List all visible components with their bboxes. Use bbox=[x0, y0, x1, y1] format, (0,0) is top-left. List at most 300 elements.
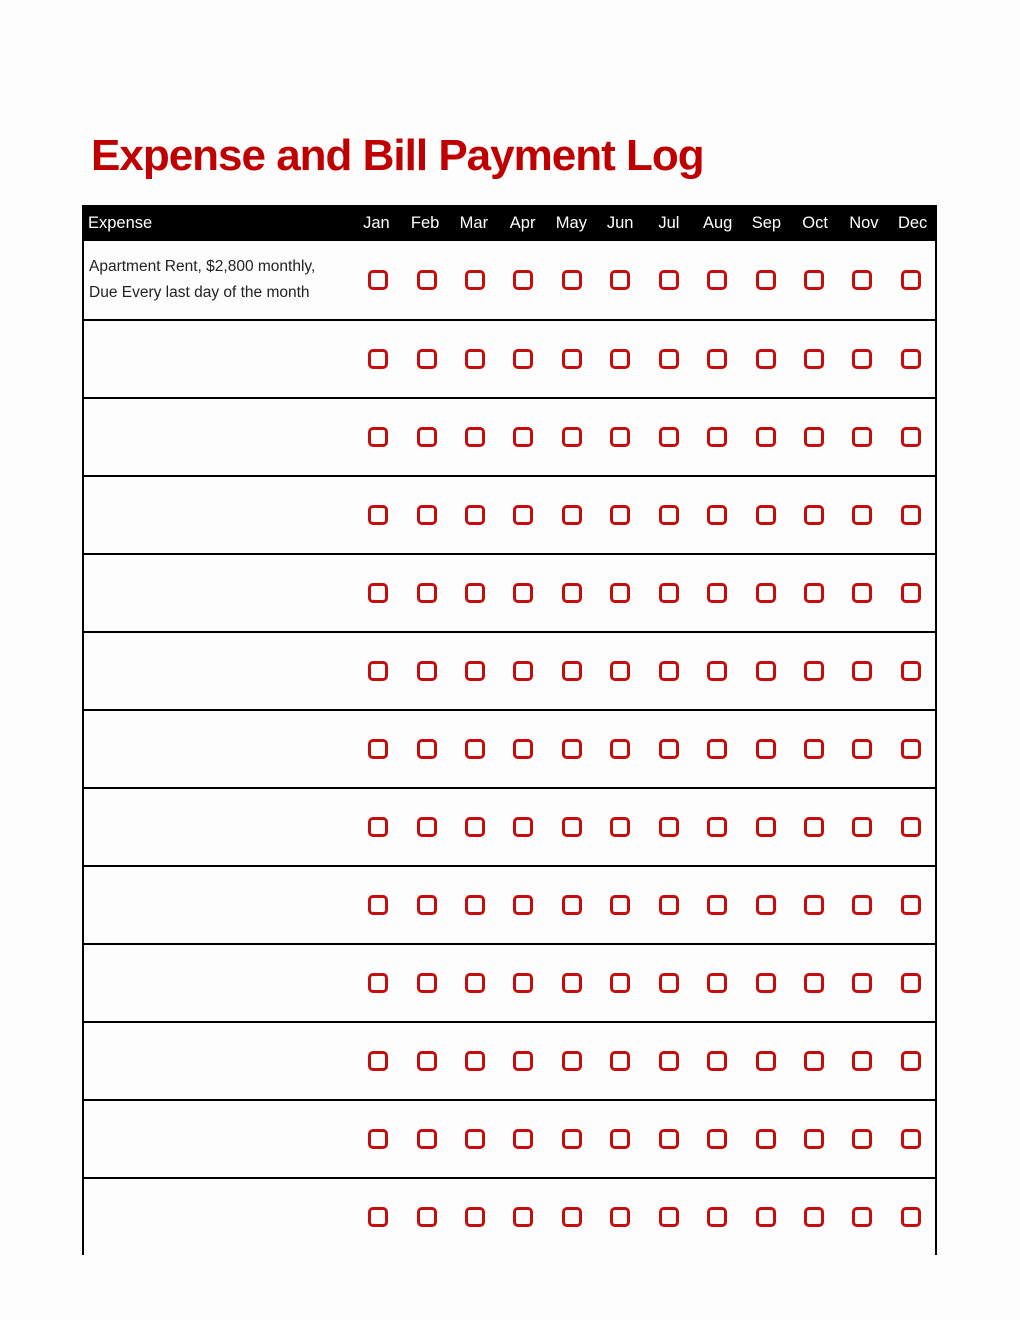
checkbox-may-row2[interactable] bbox=[562, 349, 582, 369]
month-header-aug: Aug bbox=[702, 213, 733, 232]
month-cell bbox=[645, 505, 693, 525]
month-cell bbox=[451, 1129, 499, 1149]
checkbox-oct-row10[interactable] bbox=[804, 973, 824, 993]
checkbox-oct-row4[interactable] bbox=[804, 505, 824, 525]
month-cell bbox=[790, 270, 838, 290]
month-cell bbox=[499, 349, 547, 369]
month-cell bbox=[354, 1207, 402, 1227]
checkbox-jan-row11[interactable] bbox=[368, 1051, 388, 1071]
checkbox-oct-row8[interactable] bbox=[804, 817, 824, 837]
month-cell bbox=[887, 661, 935, 681]
checkbox-mar-row10[interactable] bbox=[465, 973, 485, 993]
month-cell bbox=[402, 583, 450, 603]
checkbox-jan-row8[interactable] bbox=[368, 817, 388, 837]
checkbox-jan-row12[interactable] bbox=[368, 1129, 388, 1149]
checkbox-sep-row1[interactable] bbox=[756, 270, 776, 290]
checkbox-may-row10[interactable] bbox=[562, 973, 582, 993]
checkbox-dec-row13[interactable] bbox=[901, 1207, 921, 1227]
month-cell bbox=[693, 817, 741, 837]
page-title: Expense and Bill Payment Log bbox=[91, 131, 704, 181]
checkbox-oct-row6[interactable] bbox=[804, 661, 824, 681]
checkbox-apr-row11[interactable] bbox=[513, 1051, 533, 1071]
month-cell bbox=[499, 661, 547, 681]
checkbox-apr-row3[interactable] bbox=[513, 427, 533, 447]
checkbox-may-row8[interactable] bbox=[562, 817, 582, 837]
month-header-may: May bbox=[555, 213, 587, 232]
checkbox-dec-row2[interactable] bbox=[901, 349, 921, 369]
checkbox-dec-row5[interactable] bbox=[901, 583, 921, 603]
checkbox-nov-row11[interactable] bbox=[852, 1051, 872, 1071]
month-cell bbox=[499, 817, 547, 837]
month-cell bbox=[693, 1129, 741, 1149]
checkbox-jul-row12[interactable] bbox=[659, 1129, 679, 1149]
month-cell bbox=[499, 739, 547, 759]
checkbox-jan-row13[interactable] bbox=[368, 1207, 388, 1227]
month-cell bbox=[838, 973, 886, 993]
month-cell bbox=[741, 817, 789, 837]
checkbox-nov-row8[interactable] bbox=[852, 817, 872, 837]
month-cell bbox=[596, 505, 644, 525]
checkbox-nov-row3[interactable] bbox=[852, 427, 872, 447]
checkbox-jun-row12[interactable] bbox=[610, 1129, 630, 1149]
checkbox-jul-row11[interactable] bbox=[659, 1051, 679, 1071]
checkbox-mar-row6[interactable] bbox=[465, 661, 485, 681]
month-cell bbox=[838, 505, 886, 525]
checkbox-may-row7[interactable] bbox=[562, 739, 582, 759]
checkbox-jul-row6[interactable] bbox=[659, 661, 679, 681]
month-cell bbox=[645, 661, 693, 681]
checkbox-jan-row1[interactable] bbox=[368, 270, 388, 290]
checkbox-feb-row4[interactable] bbox=[417, 505, 437, 525]
table-row bbox=[82, 943, 937, 1021]
checkbox-may-row11[interactable] bbox=[562, 1051, 582, 1071]
checkbox-dec-row7[interactable] bbox=[901, 739, 921, 759]
checkbox-mar-row3[interactable] bbox=[465, 427, 485, 447]
month-cell bbox=[354, 1051, 402, 1071]
month-cell bbox=[499, 895, 547, 915]
checkbox-feb-row10[interactable] bbox=[417, 973, 437, 993]
checkbox-oct-row12[interactable] bbox=[804, 1129, 824, 1149]
checkbox-feb-row9[interactable] bbox=[417, 895, 437, 915]
checkbox-jun-row4[interactable] bbox=[610, 505, 630, 525]
checkbox-mar-row13[interactable] bbox=[465, 1207, 485, 1227]
checkbox-nov-row1[interactable] bbox=[852, 270, 872, 290]
checkbox-dec-row11[interactable] bbox=[901, 1051, 921, 1071]
checkbox-feb-row8[interactable] bbox=[417, 817, 437, 837]
month-cell bbox=[887, 583, 935, 603]
month-cell bbox=[838, 1051, 886, 1071]
checkbox-sep-row11[interactable] bbox=[756, 1051, 776, 1071]
checkbox-apr-row13[interactable] bbox=[513, 1207, 533, 1227]
month-cell bbox=[887, 349, 935, 369]
checkbox-apr-row4[interactable] bbox=[513, 505, 533, 525]
month-cell bbox=[596, 583, 644, 603]
checkbox-jun-row8[interactable] bbox=[610, 817, 630, 837]
month-cell bbox=[838, 270, 886, 290]
checkbox-apr-row12[interactable] bbox=[513, 1129, 533, 1149]
month-cell bbox=[402, 349, 450, 369]
checkbox-jun-row11[interactable] bbox=[610, 1051, 630, 1071]
checkbox-aug-row6[interactable] bbox=[707, 661, 727, 681]
checkbox-jun-row7[interactable] bbox=[610, 739, 630, 759]
checkbox-oct-row3[interactable] bbox=[804, 427, 824, 447]
checkbox-aug-row4[interactable] bbox=[707, 505, 727, 525]
month-cell bbox=[499, 1207, 547, 1227]
checkbox-feb-row2[interactable] bbox=[417, 349, 437, 369]
month-cell bbox=[887, 1129, 935, 1149]
checkbox-may-row6[interactable] bbox=[562, 661, 582, 681]
month-cell bbox=[596, 739, 644, 759]
month-cell bbox=[354, 427, 402, 447]
checkbox-jul-row13[interactable] bbox=[659, 1207, 679, 1227]
month-cell bbox=[693, 505, 741, 525]
checkbox-mar-row9[interactable] bbox=[465, 895, 485, 915]
checkbox-oct-row1[interactable] bbox=[804, 270, 824, 290]
checkbox-aug-row5[interactable] bbox=[707, 583, 727, 603]
month-cell bbox=[790, 817, 838, 837]
month-cell bbox=[790, 1129, 838, 1149]
month-cell bbox=[693, 973, 741, 993]
month-header-dec: Dec bbox=[897, 213, 928, 232]
month-cell bbox=[887, 270, 935, 290]
month-cell bbox=[693, 739, 741, 759]
checkbox-mar-row12[interactable] bbox=[465, 1129, 485, 1149]
month-cell bbox=[451, 895, 499, 915]
month-header-jun: Jun bbox=[606, 213, 634, 232]
checkbox-sep-row5[interactable] bbox=[756, 583, 776, 603]
month-header-nov: Nov bbox=[849, 213, 879, 232]
checkbox-dec-row4[interactable] bbox=[901, 505, 921, 525]
month-cell bbox=[354, 661, 402, 681]
month-cell bbox=[741, 1129, 789, 1149]
month-cell bbox=[645, 1207, 693, 1227]
checkbox-sep-row3[interactable] bbox=[756, 427, 776, 447]
month-cell bbox=[741, 505, 789, 525]
month-cell bbox=[887, 505, 935, 525]
month-cell bbox=[693, 1051, 741, 1071]
month-cell bbox=[838, 895, 886, 915]
checkbox-jan-row10[interactable] bbox=[368, 973, 388, 993]
checkbox-may-row3[interactable] bbox=[562, 427, 582, 447]
month-cell bbox=[548, 1207, 596, 1227]
month-cell bbox=[790, 1207, 838, 1227]
month-cell bbox=[838, 817, 886, 837]
month-header-jan: Jan bbox=[363, 213, 390, 232]
month-cell bbox=[354, 817, 402, 837]
month-cell bbox=[451, 1207, 499, 1227]
checkbox-jul-row7[interactable] bbox=[659, 739, 679, 759]
checkbox-oct-row13[interactable] bbox=[804, 1207, 824, 1227]
month-cell bbox=[451, 270, 499, 290]
month-cell bbox=[548, 895, 596, 915]
month-cell bbox=[596, 661, 644, 681]
checkbox-apr-row1[interactable] bbox=[513, 270, 533, 290]
checkbox-oct-row7[interactable] bbox=[804, 739, 824, 759]
checkbox-oct-row9[interactable] bbox=[804, 895, 824, 915]
expense-log-table bbox=[82, 205, 937, 1255]
month-cell bbox=[402, 1207, 450, 1227]
month-cell bbox=[741, 661, 789, 681]
checkbox-jun-row3[interactable] bbox=[610, 427, 630, 447]
table-row bbox=[82, 709, 937, 787]
month-cell bbox=[790, 349, 838, 369]
month-cell bbox=[354, 583, 402, 603]
checkbox-nov-row6[interactable] bbox=[852, 661, 872, 681]
month-cell bbox=[741, 1051, 789, 1071]
month-cell bbox=[693, 270, 741, 290]
month-cell bbox=[354, 973, 402, 993]
month-cell bbox=[596, 427, 644, 447]
month-cell bbox=[838, 1129, 886, 1149]
month-cell bbox=[354, 1129, 402, 1149]
checkbox-jul-row1[interactable] bbox=[659, 270, 679, 290]
month-cell bbox=[790, 739, 838, 759]
month-header-apr: Apr bbox=[509, 213, 536, 232]
month-cell bbox=[499, 427, 547, 447]
checkbox-jan-row5[interactable] bbox=[368, 583, 388, 603]
month-cell bbox=[402, 895, 450, 915]
checkbox-jul-row10[interactable] bbox=[659, 973, 679, 993]
checkbox-aug-row8[interactable] bbox=[707, 817, 727, 837]
month-cell bbox=[596, 973, 644, 993]
checkbox-may-row1[interactable] bbox=[562, 270, 582, 290]
month-cell bbox=[402, 739, 450, 759]
month-cell bbox=[838, 739, 886, 759]
checkbox-sep-row12[interactable] bbox=[756, 1129, 776, 1149]
checkbox-sep-row8[interactable] bbox=[756, 817, 776, 837]
checkbox-jul-row3[interactable] bbox=[659, 427, 679, 447]
checkbox-may-row13[interactable] bbox=[562, 1207, 582, 1227]
month-cell bbox=[499, 1051, 547, 1071]
checkbox-jul-row5[interactable] bbox=[659, 583, 679, 603]
checkbox-may-row9[interactable] bbox=[562, 895, 582, 915]
month-cell bbox=[451, 349, 499, 369]
month-cell bbox=[402, 1051, 450, 1071]
month-cell bbox=[354, 739, 402, 759]
checkbox-apr-row2[interactable] bbox=[513, 349, 533, 369]
checkbox-may-row12[interactable] bbox=[562, 1129, 582, 1149]
checkbox-jun-row9[interactable] bbox=[610, 895, 630, 915]
checkbox-jan-row9[interactable] bbox=[368, 895, 388, 915]
month-cell bbox=[741, 973, 789, 993]
checkbox-nov-row9[interactable] bbox=[852, 895, 872, 915]
checkbox-jan-row4[interactable] bbox=[368, 505, 388, 525]
checkbox-apr-row8[interactable] bbox=[513, 817, 533, 837]
month-cell bbox=[887, 739, 935, 759]
checkbox-oct-row11[interactable] bbox=[804, 1051, 824, 1071]
checkbox-jan-row2[interactable] bbox=[368, 349, 388, 369]
checkbox-dec-row12[interactable] bbox=[901, 1129, 921, 1149]
checkbox-feb-row13[interactable] bbox=[417, 1207, 437, 1227]
checkbox-mar-row1[interactable] bbox=[465, 270, 485, 290]
checkbox-dec-row9[interactable] bbox=[901, 895, 921, 915]
checkbox-nov-row13[interactable] bbox=[852, 1207, 872, 1227]
checkbox-sep-row2[interactable] bbox=[756, 349, 776, 369]
checkbox-mar-row2[interactable] bbox=[465, 349, 485, 369]
checkbox-apr-row6[interactable] bbox=[513, 661, 533, 681]
month-cell bbox=[741, 349, 789, 369]
checkbox-nov-row2[interactable] bbox=[852, 349, 872, 369]
checkbox-aug-row7[interactable] bbox=[707, 739, 727, 759]
checkbox-may-row4[interactable] bbox=[562, 505, 582, 525]
checkbox-feb-row3[interactable] bbox=[417, 427, 437, 447]
checkbox-nov-row10[interactable] bbox=[852, 973, 872, 993]
month-cell bbox=[838, 1207, 886, 1227]
month-cell bbox=[693, 583, 741, 603]
checkbox-feb-row6[interactable] bbox=[417, 661, 437, 681]
month-cell bbox=[499, 505, 547, 525]
month-cell bbox=[548, 1051, 596, 1071]
month-cell bbox=[790, 661, 838, 681]
checkbox-feb-row11[interactable] bbox=[417, 1051, 437, 1071]
checkbox-mar-row7[interactable] bbox=[465, 739, 485, 759]
table-row bbox=[82, 787, 937, 865]
month-cell bbox=[693, 1207, 741, 1227]
month-cell bbox=[596, 1051, 644, 1071]
table-row bbox=[82, 319, 937, 397]
checkbox-aug-row11[interactable] bbox=[707, 1051, 727, 1071]
month-cell bbox=[402, 1129, 450, 1149]
checkbox-sep-row13[interactable] bbox=[756, 1207, 776, 1227]
month-cell bbox=[596, 895, 644, 915]
month-cell bbox=[548, 1129, 596, 1149]
month-cell bbox=[790, 583, 838, 603]
checkbox-dec-row6[interactable] bbox=[901, 661, 921, 681]
checkbox-aug-row10[interactable] bbox=[707, 973, 727, 993]
month-cell bbox=[548, 349, 596, 369]
checkbox-jul-row2[interactable] bbox=[659, 349, 679, 369]
month-cell bbox=[790, 1051, 838, 1071]
expense-cell: Apartment Rent, $2,800 monthly, Due Every last day of the month bbox=[89, 258, 316, 301]
month-cell bbox=[402, 817, 450, 837]
month-cell bbox=[596, 1129, 644, 1149]
checkbox-mar-row5[interactable] bbox=[465, 583, 485, 603]
checkbox-jul-row9[interactable] bbox=[659, 895, 679, 915]
checkbox-nov-row4[interactable] bbox=[852, 505, 872, 525]
checkbox-feb-row5[interactable] bbox=[417, 583, 437, 603]
month-cell bbox=[451, 661, 499, 681]
month-cell bbox=[693, 349, 741, 369]
checkbox-aug-row1[interactable] bbox=[707, 270, 727, 290]
table-row bbox=[82, 865, 937, 943]
month-cell bbox=[596, 817, 644, 837]
checkbox-feb-row1[interactable] bbox=[417, 270, 437, 290]
month-cell bbox=[741, 270, 789, 290]
checkbox-mar-row11[interactable] bbox=[465, 1051, 485, 1071]
table-row bbox=[82, 1177, 937, 1255]
month-cell bbox=[645, 973, 693, 993]
checkbox-feb-row12[interactable] bbox=[417, 1129, 437, 1149]
checkbox-aug-row9[interactable] bbox=[707, 895, 727, 915]
table-body bbox=[82, 241, 937, 1255]
checkbox-sep-row7[interactable] bbox=[756, 739, 776, 759]
checkbox-nov-row5[interactable] bbox=[852, 583, 872, 603]
checkbox-jan-row3[interactable] bbox=[368, 427, 388, 447]
month-cell bbox=[741, 583, 789, 603]
month-header-sep: Sep bbox=[751, 213, 782, 232]
month-cell bbox=[548, 739, 596, 759]
month-cell bbox=[354, 349, 402, 369]
checkbox-dec-row8[interactable] bbox=[901, 817, 921, 837]
month-cell bbox=[596, 1207, 644, 1227]
checkbox-oct-row2[interactable] bbox=[804, 349, 824, 369]
month-cell bbox=[596, 349, 644, 369]
month-cell bbox=[790, 427, 838, 447]
checkbox-aug-row12[interactable] bbox=[707, 1129, 727, 1149]
checkbox-jan-row6[interactable] bbox=[368, 661, 388, 681]
month-cell bbox=[887, 817, 935, 837]
table-header-row bbox=[82, 205, 937, 241]
checkbox-nov-row12[interactable] bbox=[852, 1129, 872, 1149]
checkbox-may-row5[interactable] bbox=[562, 583, 582, 603]
checkbox-aug-row13[interactable] bbox=[707, 1207, 727, 1227]
checkbox-dec-row10[interactable] bbox=[901, 973, 921, 993]
table-row bbox=[82, 1021, 937, 1099]
month-cell bbox=[741, 739, 789, 759]
month-cell bbox=[548, 270, 596, 290]
checkbox-sep-row6[interactable] bbox=[756, 661, 776, 681]
month-cell bbox=[790, 505, 838, 525]
checkbox-sep-row4[interactable] bbox=[756, 505, 776, 525]
checkbox-jul-row4[interactable] bbox=[659, 505, 679, 525]
checkbox-apr-row7[interactable] bbox=[513, 739, 533, 759]
month-cell bbox=[548, 661, 596, 681]
month-cell bbox=[354, 270, 402, 290]
month-cell bbox=[548, 583, 596, 603]
month-cell bbox=[548, 505, 596, 525]
checkbox-jun-row5[interactable] bbox=[610, 583, 630, 603]
month-cell bbox=[451, 427, 499, 447]
month-cell bbox=[645, 349, 693, 369]
checkbox-aug-row3[interactable] bbox=[707, 427, 727, 447]
checkbox-dec-row1[interactable] bbox=[901, 270, 921, 290]
checkbox-jul-row8[interactable] bbox=[659, 817, 679, 837]
month-cell bbox=[402, 505, 450, 525]
checkbox-oct-row5[interactable] bbox=[804, 583, 824, 603]
checkbox-jun-row2[interactable] bbox=[610, 349, 630, 369]
checkbox-dec-row3[interactable] bbox=[901, 427, 921, 447]
month-cell bbox=[741, 895, 789, 915]
checkbox-jun-row1[interactable] bbox=[610, 270, 630, 290]
month-cell bbox=[499, 270, 547, 290]
checkbox-apr-row10[interactable] bbox=[513, 973, 533, 993]
month-cell bbox=[645, 817, 693, 837]
checkbox-jun-row10[interactable] bbox=[610, 973, 630, 993]
month-cell bbox=[645, 739, 693, 759]
checkbox-apr-row5[interactable] bbox=[513, 583, 533, 603]
month-cell bbox=[645, 427, 693, 447]
month-cell bbox=[838, 427, 886, 447]
checkbox-mar-row8[interactable] bbox=[465, 817, 485, 837]
checkbox-nov-row7[interactable] bbox=[852, 739, 872, 759]
table-row bbox=[82, 553, 937, 631]
month-cell bbox=[451, 1051, 499, 1071]
checkbox-jan-row7[interactable] bbox=[368, 739, 388, 759]
month-cell bbox=[548, 817, 596, 837]
checkbox-jun-row13[interactable] bbox=[610, 1207, 630, 1227]
checkbox-aug-row2[interactable] bbox=[707, 349, 727, 369]
checkbox-apr-row9[interactable] bbox=[513, 895, 533, 915]
checkbox-sep-row10[interactable] bbox=[756, 973, 776, 993]
month-cell bbox=[548, 973, 596, 993]
month-cell bbox=[451, 739, 499, 759]
checkbox-mar-row4[interactable] bbox=[465, 505, 485, 525]
checkbox-feb-row7[interactable] bbox=[417, 739, 437, 759]
checkbox-jun-row6[interactable] bbox=[610, 661, 630, 681]
checkbox-sep-row9[interactable] bbox=[756, 895, 776, 915]
month-cell bbox=[645, 270, 693, 290]
month-cell bbox=[838, 583, 886, 603]
